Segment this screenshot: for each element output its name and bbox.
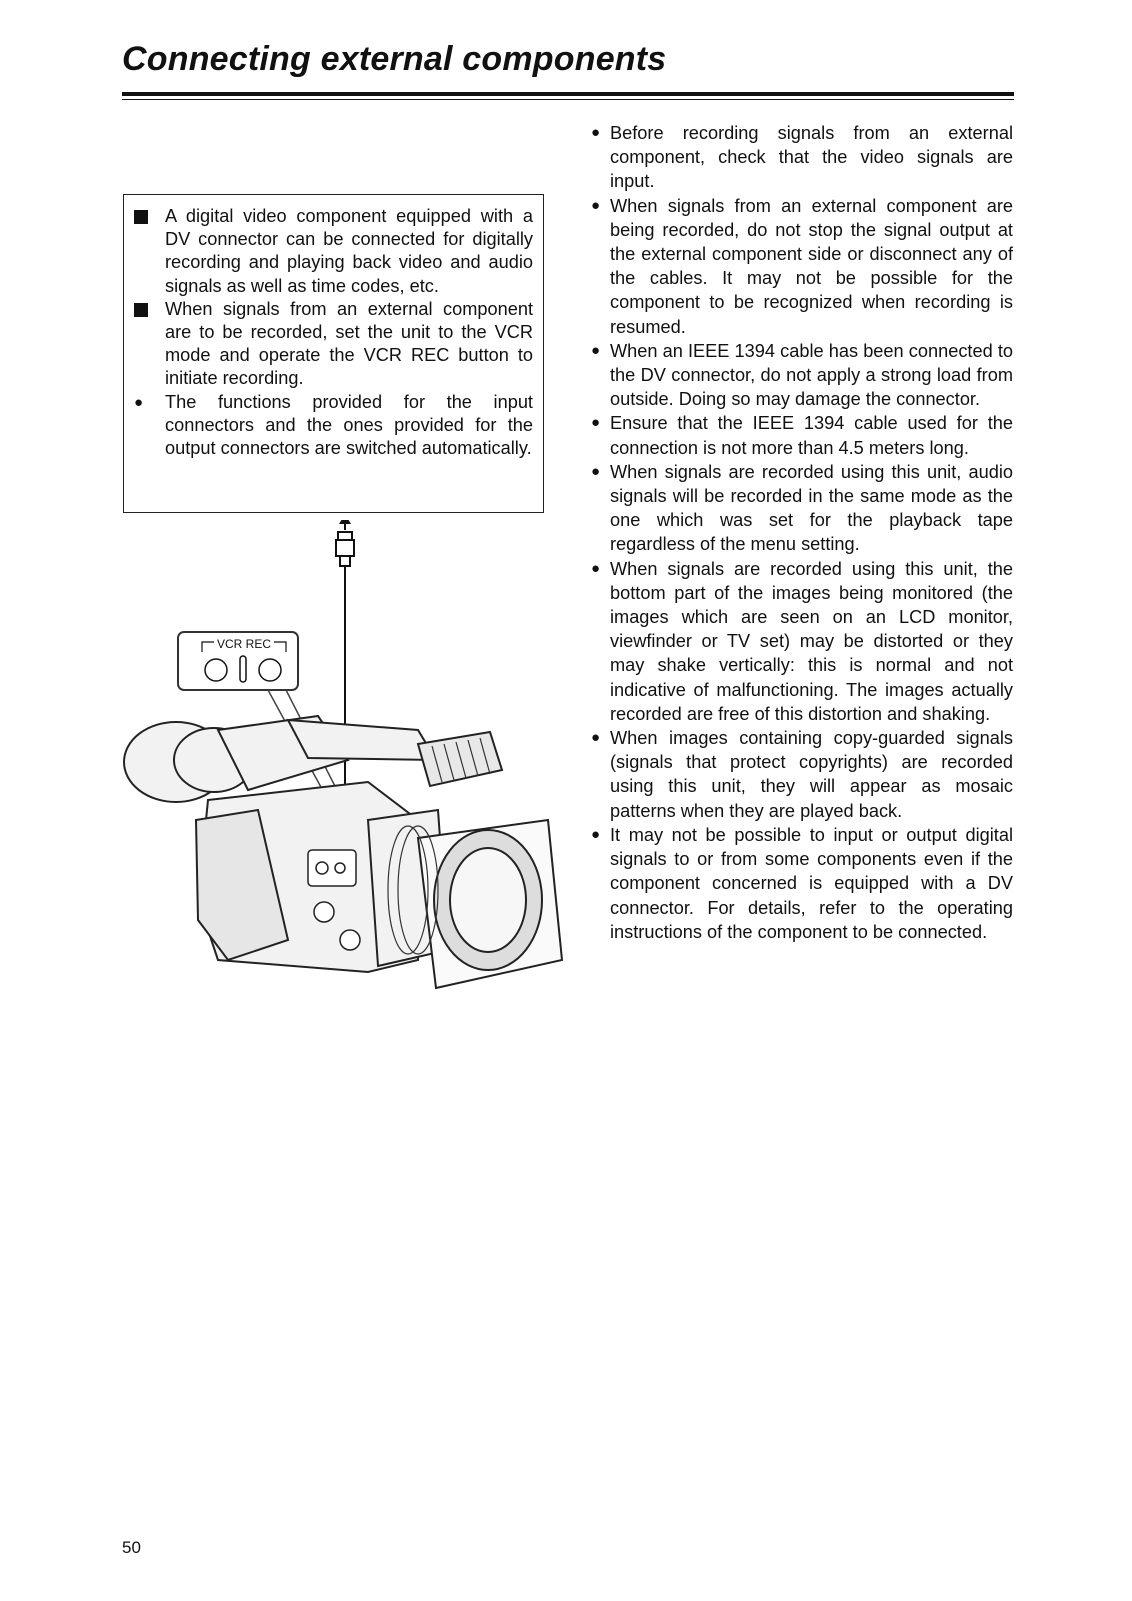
camcorder-illustration bbox=[118, 520, 578, 1040]
precaution-item bbox=[591, 460, 1013, 557]
dot-bullet-icon: ● bbox=[591, 729, 601, 747]
precaution-text: When signals are recorded using this unit, audio signals will be recorded in the same mode as the one which was set for the playback tape regardless of the menu setting. bbox=[610, 461, 1013, 555]
precaution-text: Ensure that the IEEE 1394 cable used for the connection is not more than 4.5 meters long. bbox=[610, 413, 1013, 458]
precaution-item bbox=[591, 194, 1013, 339]
precaution-item bbox=[591, 339, 1013, 412]
dot-bullet-icon: ● bbox=[591, 341, 601, 359]
camcorder-connection-diagram bbox=[118, 520, 578, 1040]
precaution-text: When signals from an external component are being recorded, do not stop the signal output at the external component side or disconnect any of the cables. It may not be possible for the component to be recognized when recording is resumed. bbox=[610, 195, 1013, 337]
note-box-item bbox=[134, 391, 533, 461]
dot-bullet-icon: ● bbox=[591, 462, 601, 480]
page-number: 50 bbox=[122, 1538, 141, 1557]
dot-bullet-icon: ● bbox=[591, 414, 601, 432]
vcr-rec-label: VCR REC bbox=[214, 637, 274, 651]
precaution-text: When signals are recorded using this unit, the bottom part of the images being monitored (the images which are seen on an LCD monitor, viewfinder or TV set) may be distorted or they may shake vertically: this is normal and not indicative of malfunctioning. The images actually recorded are free of this distortion and shaking. bbox=[610, 558, 1013, 724]
note-box-text: The functions provided for the input connectors and the ones provided for the output connectors are switched automatically. bbox=[165, 391, 533, 459]
square-bullet-icon bbox=[134, 210, 148, 224]
title-rule-thick bbox=[122, 92, 1014, 96]
dv-plug-icon bbox=[336, 532, 354, 566]
precaution-item bbox=[591, 823, 1013, 944]
precaution-text: Before recording signals from an external component, check that the video signals are input. bbox=[610, 123, 1013, 192]
precaution-text: When an IEEE 1394 cable has been connected to the DV connector, do not apply a strong load from outside. Doing so may damage the connector. bbox=[610, 340, 1013, 410]
dot-bullet-icon: ● bbox=[591, 825, 601, 843]
note-box bbox=[123, 194, 544, 513]
note-box-text: A digital video component equipped with a DV connector can be connected for digitally recording and playing back video and audio signals as well as time codes, etc. bbox=[165, 206, 533, 296]
dot-bullet-icon: ● bbox=[591, 124, 601, 141]
note-box-list bbox=[134, 205, 533, 460]
precautions-column bbox=[591, 121, 1013, 944]
page-title: Connecting external components bbox=[122, 40, 667, 78]
precaution-item bbox=[591, 121, 1013, 194]
note-box-text: When signals from an external component are to be recorded, set the unit to the VCR mode and operate the VCR REC button to initiate recording. bbox=[165, 298, 533, 389]
precaution-item bbox=[591, 726, 1013, 823]
precaution-text: When images containing copy-guarded signals (signals that protect copyrights) are recorded using this unit, they will appear as mosaic patterns when they are played back. bbox=[610, 728, 1013, 821]
precaution-item bbox=[591, 557, 1013, 726]
arrow-up-icon bbox=[339, 520, 351, 530]
dot-bullet-icon: ● bbox=[591, 196, 601, 214]
precaution-text: It may not be possible to input or output digital signals to or from some components even if the component concerned is equipped with a DV connector. For details, refer to the operating instructions of the component to be connected. bbox=[610, 824, 1013, 942]
title-rule-thin bbox=[122, 99, 1014, 100]
precaution-item bbox=[591, 411, 1013, 459]
precautions-list bbox=[591, 121, 1013, 944]
dot-bullet-icon: ● bbox=[134, 393, 144, 411]
note-box-item bbox=[134, 298, 533, 391]
dot-bullet-icon: ● bbox=[591, 559, 601, 577]
note-box-item bbox=[134, 205, 533, 298]
square-bullet-icon bbox=[134, 303, 148, 317]
